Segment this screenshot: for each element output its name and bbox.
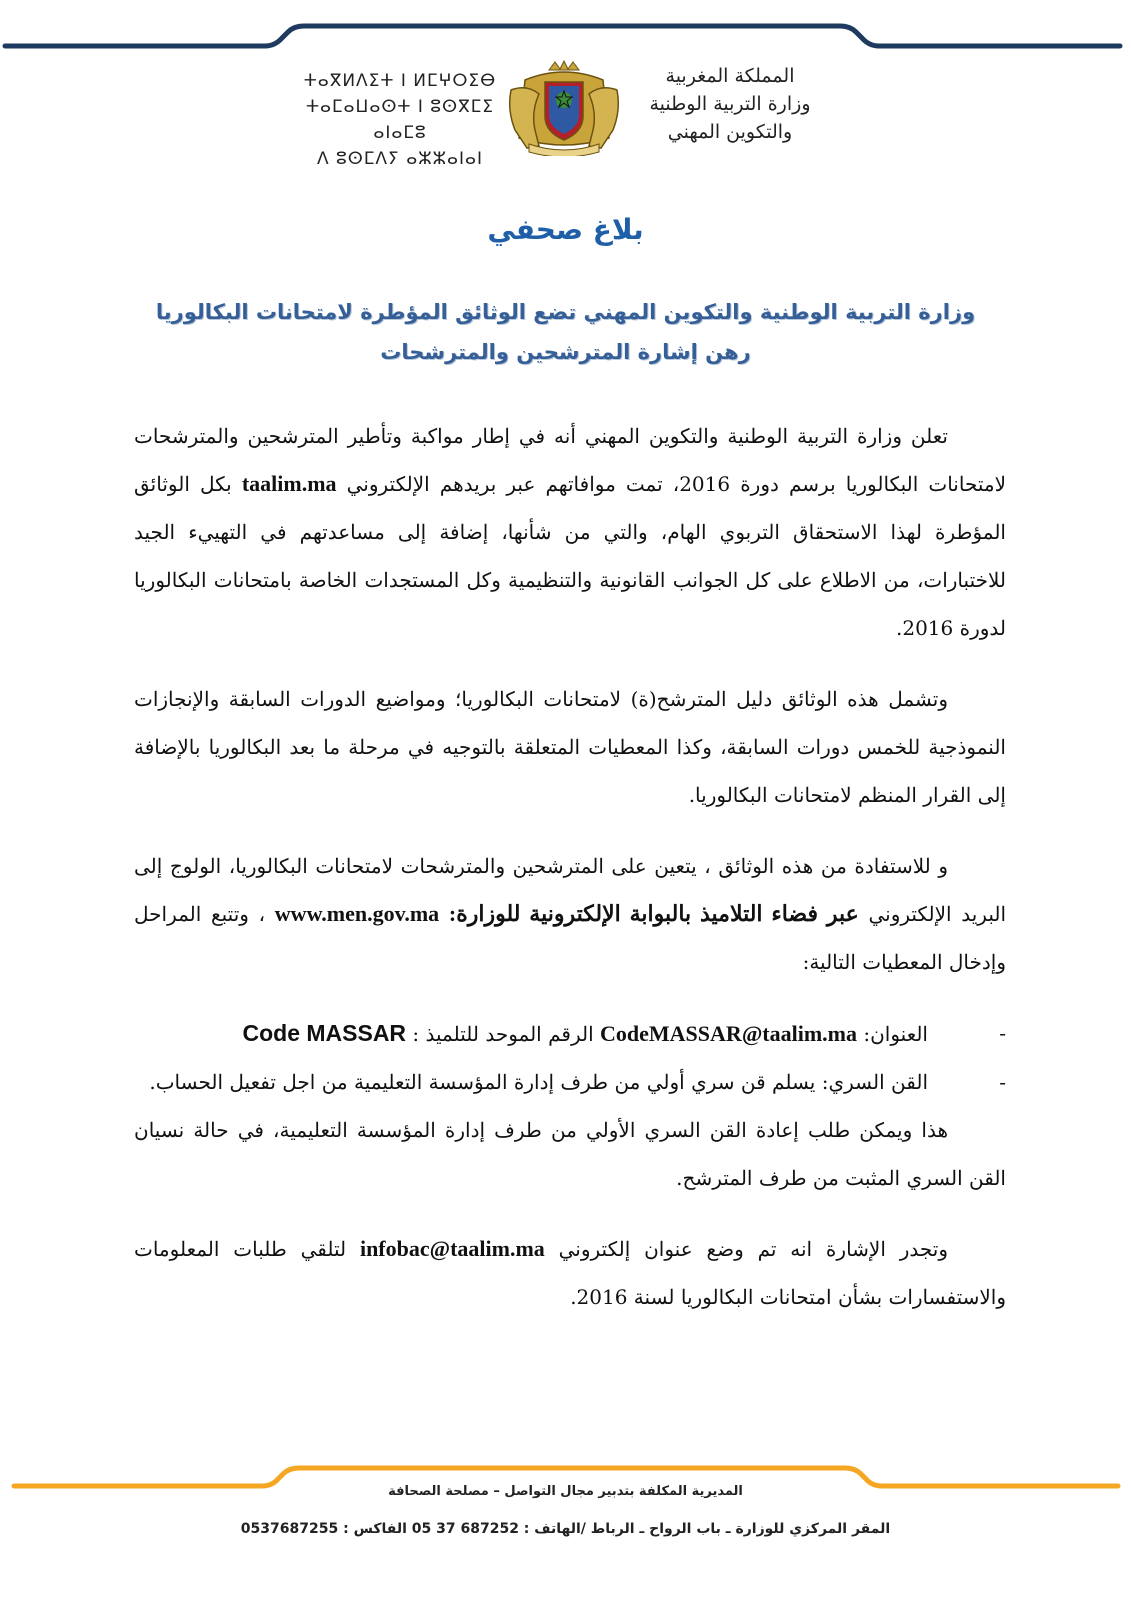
code-massar: Code MASSAR	[242, 1020, 407, 1046]
paragraph-text: و للاستفادة من هذه الوثائق ، يتعين على المترشحين والمترشحات لامتحانات البكالوريا، الولوج إلى البريد الإلكتروني	[134, 854, 1007, 926]
contact-email[interactable]: infobac@taalim.ma	[359, 1236, 545, 1261]
tifinagh-line: ⴷ ⵓⵙⵎⴷⵢ ⴰⵣⵣⴰⵏⴰⵏ	[317, 149, 483, 169]
password-text: القن السري: يسلم قن سري أولي من طرف إدارة المؤسسة التعليمية من اجل تفعيل الحساب.	[149, 1070, 928, 1094]
dash-bullet: -	[999, 1070, 1006, 1094]
website-link[interactable]: www.men.gov.ma	[274, 901, 440, 926]
moroccan-coat-of-arms-emblem	[505, 60, 623, 156]
ministry-line: وزارة التربية الوطنية	[649, 93, 811, 115]
address-email: CodeMASSAR@taalim.ma	[600, 1021, 857, 1046]
arabic-ministry-name	[630, 62, 830, 146]
ministry-line: والتكوين المهني	[667, 121, 793, 143]
tifinagh-line: ⵜⴰⵎⴰⵡⴰⵙⵜ ⵏ ⵓⵙⴳⵎⵉ ⴰⵏⴰⵎⵓ	[305, 97, 495, 143]
paragraph-access	[134, 842, 1006, 986]
paragraph-text: بكل الوثائق المؤطرة لهذا الاستحقاق التربوي الهام، والتي من شأنها، إضافة إلى مساعدتهم في التهييء الجيد للاختبارات، من الاطلاع على كل الجوانب القانونية والتنظيمية وكل المستجدات الخاصة بامتحانات البكالوريا لدورة 2016.	[134, 472, 1006, 640]
press-release-subtitle	[120, 292, 1011, 372]
page-title: بلاغ صحفي	[487, 213, 644, 246]
tifinagh-line: ⵜⴰⴳⵍⴷⵉⵜ ⵏ ⵍⵎⵖⵔⵉⴱ	[303, 71, 497, 91]
list-item	[134, 1058, 1006, 1106]
paragraph-announcement	[134, 412, 1006, 652]
tifinagh-ministry-name	[280, 68, 520, 172]
address-description: الرقم الموحد للتلميذ :	[412, 1022, 594, 1046]
dash-bullet: -	[999, 1021, 1006, 1045]
paragraph-text: ، وتتبع المراحل وإدخال المعطيات التالية:	[134, 902, 1006, 974]
paragraph-password-reset: هذا ويمكن طلب إعادة القن السري الأولي من طرف إدارة المؤسسة التعليمية، في حالة نسيان القن السري المثبت من طرف المترشح.	[134, 1118, 1006, 1190]
press-release-body	[134, 412, 1006, 1344]
address-label: العنوان:	[863, 1022, 928, 1046]
email-domain: taalim.ma	[241, 471, 337, 496]
paragraph-text: لتلقي طلبات المعلومات والاستفسارات بشأن امتحانات البكالوريا لسنة 2016.	[134, 1237, 1006, 1309]
footer-department: المديرية المكلفة بتدبير مجال التواصل – مصلحة الصحافة	[388, 1484, 743, 1499]
portal-label: عبر فضاء التلاميذ بالبوابة الإلكترونية للوزارة:	[448, 901, 859, 926]
subtitle-line: رهن إشارة المترشحين والمترشحات	[380, 340, 751, 364]
subtitle-line: وزارة التربية الوطنية والتكوين المهني تضع الوثائق المؤطرة لامتحانات البكالوريا	[155, 300, 976, 324]
paragraph-contact	[134, 1225, 1006, 1321]
ministry-line: المملكة المغربية	[665, 65, 795, 87]
footer-address: المقر المركزي للوزارة ـ باب الرواح ـ الرباط /الهاتف : 687252 37 05 الفاكس : 0537687255	[240, 1521, 891, 1537]
credentials-list	[134, 1009, 1006, 1106]
letterhead	[0, 60, 1131, 170]
paragraph-documents: وتشمل هذه الوثائق دليل المترشح(ة) لامتحانات البكالوريا؛ ومواضيع الدورات السابقة والإنجازات النموذجية للخمس دورات السابقة، وكذا المعطيات المتعلقة بالتوجيه في مرحلة ما بعد البكالوريا بالإضافة إلى القرار المنظم لامتحانات البكالوريا.	[134, 687, 1006, 807]
list-item	[134, 1009, 1006, 1058]
paragraph-text: تعلن وزارة التربية الوطنية والتكوين المهني أنه في إطار مواكبة وتأطير المترشحين والمترشحات لامتحانات البكالوريا برسم دورة 2016، تمت موافاتهم عبر بريدهم الإلكتروني	[134, 424, 1007, 496]
paragraph-text: وتجدر الإشارة انه تم وضع عنوان إلكتروني	[558, 1237, 948, 1261]
